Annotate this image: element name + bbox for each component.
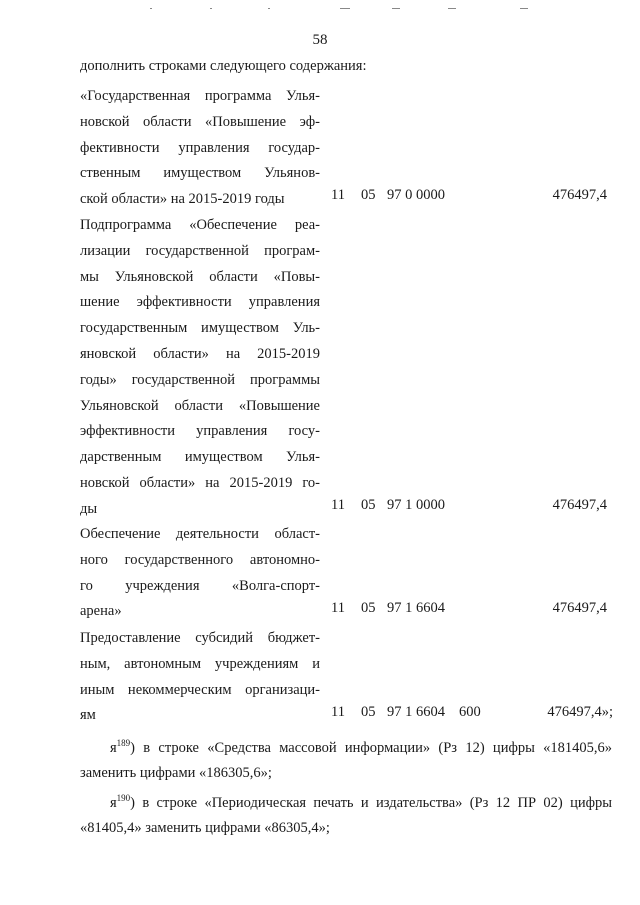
amendment-paragraph bbox=[80, 731, 612, 786]
name-line: арена» bbox=[80, 603, 122, 620]
row-pr: 05 bbox=[361, 600, 376, 616]
row-name bbox=[80, 626, 320, 729]
row-rz: 11 bbox=[331, 187, 345, 203]
name-line: ям bbox=[80, 707, 96, 724]
name-line: Предоставление субсидий бюджет- bbox=[80, 630, 320, 646]
name-line: ным, автономным учреждениям и bbox=[80, 655, 320, 672]
row-name bbox=[80, 84, 320, 213]
paragraph-sup: 189 bbox=[116, 738, 131, 748]
row-vr: 600 bbox=[459, 704, 481, 720]
row-rz: 11 bbox=[331, 600, 345, 616]
name-line: лизации государственной програм- bbox=[80, 242, 320, 259]
row-sum: 476497,4 bbox=[552, 187, 607, 203]
row-pr: 05 bbox=[361, 704, 376, 720]
paragraph-prefix: я bbox=[110, 795, 117, 811]
row-pr: 05 bbox=[361, 497, 376, 513]
name-line: ской области» на 2015-2019 годы bbox=[80, 191, 285, 208]
name-line: государственным имуществом Уль- bbox=[80, 320, 320, 337]
name-line: новской области» на 2015-2019 го- bbox=[80, 474, 320, 491]
name-line: ственным имуществом Ульянов- bbox=[80, 165, 320, 182]
name-line: яновской области» на 2015-2019 bbox=[80, 345, 320, 362]
row-csr: 97 1 6604 bbox=[387, 704, 445, 720]
paragraph-prefix: я bbox=[110, 740, 117, 756]
name-line: ного государственного автономно- bbox=[80, 551, 320, 568]
name-line: шение эффективности управления bbox=[80, 294, 320, 311]
page-number: 58 bbox=[312, 32, 328, 48]
name-line: го учреждения «Волга-спорт- bbox=[80, 577, 320, 594]
row-name bbox=[80, 213, 320, 523]
name-line: мы Ульяновской области «Повы- bbox=[80, 268, 320, 285]
name-line: ды bbox=[80, 500, 98, 517]
row-name bbox=[80, 522, 320, 625]
name-line: эффективности управления госу- bbox=[80, 423, 320, 440]
name-line: Подпрограмма «Обеспечение реа- bbox=[80, 217, 320, 233]
scan-edge-marks bbox=[0, 6, 640, 14]
name-line: иным некоммерческим организаци- bbox=[80, 681, 320, 698]
name-line: фективности управления государ- bbox=[80, 139, 320, 156]
name-line: дарственным имуществом Улья- bbox=[80, 449, 320, 466]
row-csr: 97 1 0000 bbox=[387, 497, 445, 513]
row-rz: 11 bbox=[331, 704, 345, 720]
row-csr: 97 0 0000 bbox=[387, 187, 445, 203]
intro-line: дополнить строками следующего содержания: bbox=[80, 58, 367, 74]
row-sum: 476497,4 bbox=[552, 497, 607, 513]
name-line: «Государственная программа Улья- bbox=[80, 88, 320, 104]
row-sum: 476497,4 bbox=[552, 600, 607, 616]
paragraph-text: ) в строке «Периодическая печать и издательства» (Рз 12 ПР 02) цифры «81405,4» заменить цифрами «86305,4»; bbox=[80, 795, 612, 836]
paragraph-text: ) в строке «Средства массовой информации» (Рз 12) цифры «181405,6» заменить цифрами «186305,6»; bbox=[80, 740, 612, 781]
name-line: годы» государственной программы bbox=[80, 371, 320, 388]
row-rz: 11 bbox=[331, 497, 345, 513]
row-pr: 05 bbox=[361, 187, 376, 203]
row-csr: 97 1 6604 bbox=[387, 600, 445, 616]
name-line: Обеспечение деятельности област- bbox=[80, 526, 320, 542]
name-line: новской области «Повышение эф- bbox=[80, 113, 320, 130]
row-sum: 476497,4»; bbox=[547, 704, 613, 720]
amendment-paragraph bbox=[80, 786, 612, 841]
paragraph-sup: 190 bbox=[116, 793, 131, 803]
name-line: Ульяновской области «Повышение bbox=[80, 397, 320, 414]
